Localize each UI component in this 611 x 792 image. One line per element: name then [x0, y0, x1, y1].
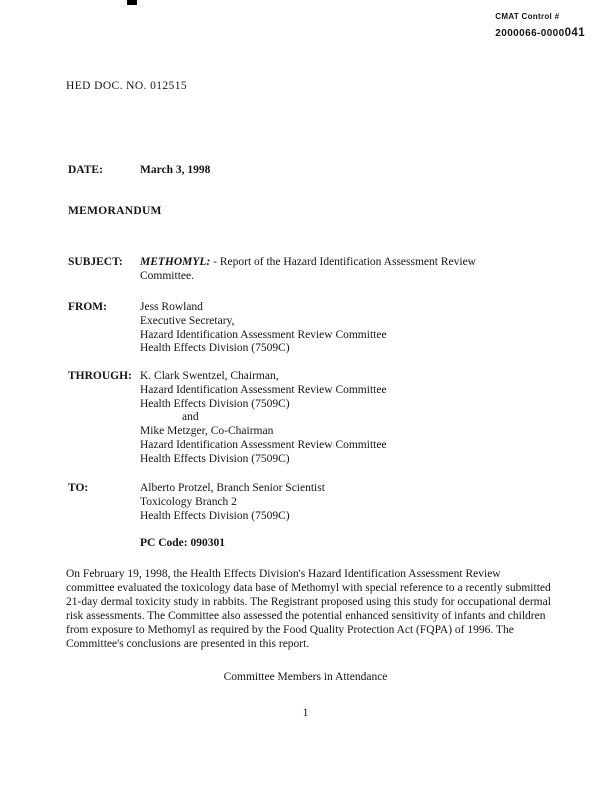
scan-artifact: [127, 0, 137, 5]
to-label: TO:: [68, 482, 89, 494]
memorandum-title: MEMORANDUM: [68, 205, 162, 217]
page-number: 1: [302, 707, 309, 719]
subject-rest: - Report of the Hazard Identification Assessment Review Committee.: [140, 256, 476, 282]
from-line: Health Effects Division (7509C): [140, 342, 290, 355]
from-row: [68, 301, 558, 356]
attendance-heading: Committee Members in Attendance: [223, 671, 388, 683]
through-line: Hazard Identification Assessment Review Committee: [140, 438, 387, 451]
cmat-control-label: CMAT Control #: [495, 12, 560, 21]
through-line: Health Effects Division (7509C): [140, 452, 290, 465]
date-value: March 3, 1998: [140, 164, 211, 176]
to-block: [140, 482, 558, 523]
date-label: DATE:: [68, 164, 103, 176]
from-block: [140, 301, 558, 356]
cmat-control-block: [495, 10, 585, 41]
through-line: Health Effects Division (7509C): [140, 397, 290, 410]
through-row: [68, 370, 558, 467]
subject-row: [68, 256, 558, 284]
through-line: Mike Metzger, Co-Chairman: [140, 425, 274, 438]
cmat-number-prefix: 2000066-0000: [495, 27, 565, 39]
to-line: Alberto Protzel, Branch Senior Scientist: [140, 482, 325, 494]
from-line: Hazard Identification Assessment Review Committee: [140, 328, 387, 341]
through-block: [140, 370, 558, 467]
from-line: Jess Rowland: [140, 301, 203, 313]
from-label: FROM:: [68, 301, 107, 313]
to-line: Toxicology Branch 2: [140, 495, 237, 508]
to-row: [68, 482, 558, 523]
to-line: Health Effects Division (7509C): [140, 509, 290, 522]
through-line: and: [182, 411, 199, 424]
cmat-number-suffix: 041: [564, 26, 585, 39]
through-line: Hazard Identification Assessment Review Committee: [140, 383, 387, 396]
body-paragraph: On February 19, 1998, the Health Effects Division's Hazard Identification Assessment Review committee evaluated the toxicology data base of Methomyl with special reference to a recently submitted 21-day dermal toxicity study in rabbits. The Registrant proposed using this study for occupational dermal risk assessments. The Committee also assessed the potential enhanced sensitivity of infants and children from exposure to Methomyl as required by the Food Quality Protection Act (FQPA) of 1996. The Committee's conclusions are presented in this report.: [66, 568, 551, 650]
pc-code: PC Code: 090301: [140, 537, 225, 549]
cmat-control-number: [495, 27, 585, 41]
from-line: Executive Secretary,: [140, 314, 235, 327]
through-line: K. Clark Swentzel, Chairman,: [140, 370, 279, 382]
subject-label: SUBJECT:: [68, 256, 123, 268]
hed-doc-number: HED DOC. NO. 012515: [66, 80, 187, 92]
through-label: THROUGH:: [68, 370, 132, 382]
subject-text: [140, 256, 512, 284]
date-row: [68, 164, 558, 178]
subject-term: METHOMYL:: [140, 256, 211, 268]
